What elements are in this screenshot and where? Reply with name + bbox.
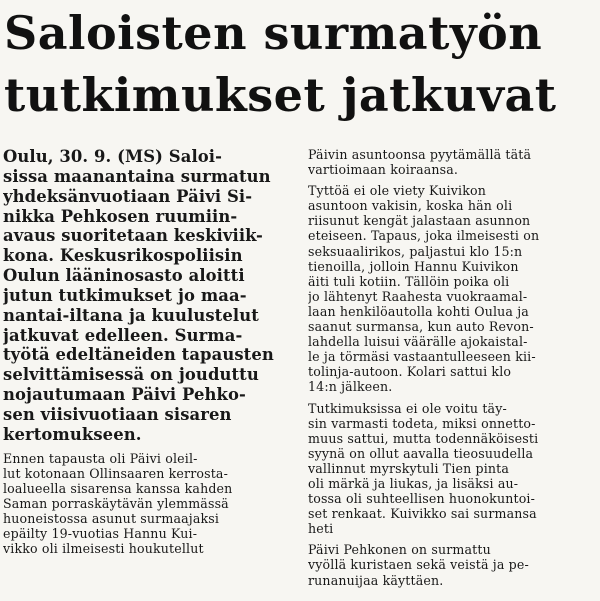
lead-line: selvittämisessä on jouduttu xyxy=(3,365,259,385)
lead-paragraph xyxy=(3,147,295,445)
body-line: runanuijaa käyttäen. xyxy=(308,572,444,588)
lead-line: jutun tutkimukset jo maa- xyxy=(3,285,247,305)
body-line: jo lähtenyt Raahesta vuokraamal- xyxy=(308,288,528,304)
body-line: muus sattui, mutta todennäköisesti xyxy=(308,430,539,446)
body-line: Päivin asuntoonsa pyytämällä tätä xyxy=(308,147,532,162)
body-line: syynä on ollut aavalla tieosuudella xyxy=(308,445,534,461)
body-line: loalueella sisarensa kanssa kahden xyxy=(3,480,233,496)
body-line: seksuaalirikos, paljastui klo 15:n xyxy=(308,243,523,259)
body-line: Päivi Pehkonen on surmattu xyxy=(308,542,491,558)
body-line: äiti tuli kotiin. Tällöin poika oli xyxy=(308,273,510,289)
body-line: Tutkimuksissa ei ole voitu täy- xyxy=(308,400,507,416)
body-line: oli märkä ja liukas, ja lisäksi au- xyxy=(308,475,519,491)
lead-line: nojautumaan Päivi Pehko- xyxy=(3,385,246,405)
body-paragraph xyxy=(308,401,598,537)
body-line: saanut surmansa, kun auto Revon- xyxy=(308,319,534,335)
body-paragraph xyxy=(308,542,598,587)
body-line: asuntoon vakisin, koska hän oli xyxy=(308,198,513,214)
headline-line: Saloisten surmatyön xyxy=(4,6,543,60)
lead-line: kona. Keskusrikospoliisin xyxy=(3,246,243,266)
body-line: epäilty 19-vuotias Hannu Kui- xyxy=(3,526,198,542)
lead-line: yhdeksänvuotiaan Päivi Si- xyxy=(3,186,253,206)
lead-line: kertomukseen. xyxy=(3,424,142,444)
body-line: tossa oli suhteellisen huonokuntoi- xyxy=(308,491,536,507)
body-line: vyöllä kuristaen sekä veistä ja pe- xyxy=(308,557,529,573)
body-line: tienoilla, jolloin Hannu Kuivikon xyxy=(308,258,519,274)
body-line: huoneistossa asunut surmaajaksi xyxy=(3,511,220,527)
headline xyxy=(4,2,596,126)
lead-line: avaus suoritetaan keskiviik- xyxy=(3,226,263,246)
body-line: Saman porraskäytävän ylemmässä xyxy=(3,495,229,511)
body-line: riisunut kengät jalastaan asunnon xyxy=(308,213,531,229)
body-line: lahdella luisui väärälle ajokaistal- xyxy=(308,334,528,350)
body-line: laan henkilöautolla kohti Oulua ja xyxy=(308,303,529,319)
lead-line: Oulu, 30. 9. (MS) Saloi- xyxy=(3,147,223,166)
body-line: le ja törmäsi vastaantulleeseen kii- xyxy=(308,349,536,365)
body-line: lut kotonaan Ollinsaaren kerrosta- xyxy=(3,465,228,481)
lead-line: jatkuvat edelleen. Surma- xyxy=(3,325,243,345)
lead-line: Oulun lääninosasto aloitti xyxy=(3,266,245,286)
body-line: vartioimaan koiraansa. xyxy=(308,162,459,178)
body-line: sin varmasti todeta, miksi onnetto- xyxy=(308,415,536,431)
headline-line: tutkimukset jatkuvat xyxy=(4,68,557,122)
body-line: Tyttöä ei ole viety Kuivikon xyxy=(308,183,486,199)
body-line: set renkaat. Kuivikko sai surmansa xyxy=(308,506,537,522)
body-line: 14:n jälkeen. xyxy=(308,379,393,395)
body-line: Ennen tapausta oli Päivi oleil- xyxy=(3,450,198,466)
body-line: vikko oli ilmeisesti houkutellut xyxy=(3,541,204,557)
body-line: vallinnut myrskytuli Tien pinta xyxy=(308,460,510,476)
body-line: tolinja-autoon. Kolari sattui klo xyxy=(308,364,512,380)
body-line: heti xyxy=(308,521,334,537)
lead-line: nikka Pehkosen ruumiin- xyxy=(3,206,238,226)
body-paragraph xyxy=(3,451,295,557)
lead-line: nantai-iltana ja kuulustelut xyxy=(3,305,259,325)
lead-line: työtä edeltäneiden tapausten xyxy=(3,345,274,365)
right-column xyxy=(308,147,598,588)
left-column xyxy=(3,147,295,556)
lead-line: sissa maanantaina surmatun xyxy=(3,166,271,186)
body-paragraph xyxy=(308,147,598,177)
body-paragraph xyxy=(308,183,598,394)
lead-line: sen viisivuotiaan sisaren xyxy=(3,404,232,424)
body-line: eteiseen. Tapaus, joka ilmeisesti on xyxy=(308,228,540,244)
